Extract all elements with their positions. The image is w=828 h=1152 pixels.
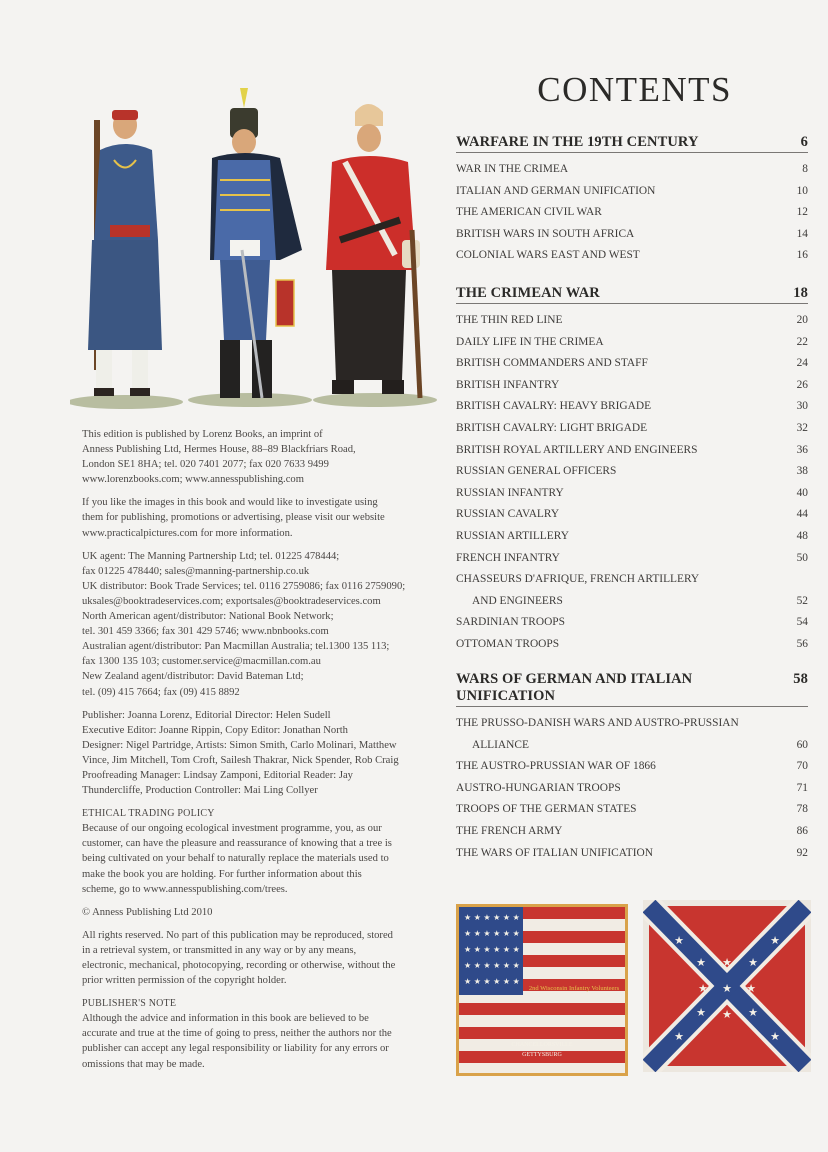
toc-entry[interactable] xyxy=(456,735,808,757)
agent-line: UK distributor: Book Trade Services; tel. 0116 2759086; fax 0116 2759090; xyxy=(82,580,406,592)
toc-entry-page: 60 xyxy=(796,738,808,751)
flag-regiment-label: 2nd Wisconsin Infantry Volunteers xyxy=(528,985,620,992)
rights-line: electronic, mechanical, photocopying, recording or otherwise, without the xyxy=(82,960,396,971)
note-line: Although the advice and information in this book are believed to be xyxy=(82,1013,369,1025)
toc-entry[interactable] xyxy=(456,612,808,634)
toc-entry-title: RUSSIAN GENERAL OFFICERS xyxy=(456,465,617,478)
agent-line: fax 01225 478440; sales@manning-partnership.co.uk xyxy=(82,565,310,577)
confederate-battle-flag xyxy=(643,900,811,1072)
ethical-line: customer, can have the pleasure and reassurance of knowing that a tree is xyxy=(82,838,392,850)
imprint-block xyxy=(82,419,442,1080)
toc-entry[interactable] xyxy=(456,799,808,821)
rights-line: All rights reserved. No part of this publication may be reproduced, stored xyxy=(82,929,393,941)
edition-line: www.lorenzbooks.com; www.annesspublishing.com xyxy=(82,474,304,486)
images-line: If you like the images in this book and would like to investigate using xyxy=(82,497,378,509)
toc-entry-title: THE AMERICAN CIVIL WAR xyxy=(456,206,602,219)
toc-heading-title: WARS OF GERMAN AND ITALIAN UNIFICATION xyxy=(456,671,693,704)
toc-section-heading[interactable] xyxy=(456,671,808,707)
svg-text:★: ★ xyxy=(746,982,756,995)
toc-entry-title: RUSSIAN INFANTRY xyxy=(456,486,564,499)
ethical-line: Because of our ongoing ecological investment programme, you, as our xyxy=(82,823,382,835)
agent-line: tel. (09) 415 7664; fax (09) 415 8892 xyxy=(82,686,240,698)
toc-entry-title: FRENCH INFANTRY xyxy=(456,551,560,564)
edition-line: London SE1 8HA; tel. 020 7401 2077; fax 020 7633 9499 xyxy=(82,459,329,471)
toc-entry-title: AND ENGINEERS xyxy=(472,594,563,607)
toc-entry[interactable] xyxy=(456,224,808,246)
svg-text:★: ★ xyxy=(770,934,780,947)
svg-text:★: ★ xyxy=(696,956,706,969)
toc-entry[interactable] xyxy=(456,245,808,267)
toc-entry-page: 86 xyxy=(796,824,808,837)
toc-entry-title: THE AUSTRO-PRUSSIAN WAR OF 1866 xyxy=(456,760,656,773)
toc-entry-title: ALLIANCE xyxy=(472,738,529,751)
toc-entry-page: 32 xyxy=(796,421,808,434)
note-line: publisher can accept any legal responsibility or liability for any errors or xyxy=(82,1043,389,1055)
toc-entry-title: COLONIAL WARS EAST AND WEST xyxy=(456,249,640,262)
toc-entry-title: THE PRUSSO-DANISH WARS AND AUSTRO-PRUSSIAN xyxy=(456,717,739,729)
svg-text:★: ★ xyxy=(696,1006,706,1019)
toc-entry-title: BRITISH INFANTRY xyxy=(456,378,560,391)
toc-entry-page: 16 xyxy=(796,249,808,262)
note-heading: PUBLISHER'S NOTE xyxy=(82,998,177,1010)
toc-heading-page: 18 xyxy=(793,285,808,301)
toc-entry[interactable] xyxy=(456,756,808,778)
agent-line: North American agent/distributor: National Book Network; xyxy=(82,611,334,623)
soldiers-illustration xyxy=(70,80,450,415)
toc-entry-page: 40 xyxy=(796,486,808,499)
credit-line: Executive Editor: Joanne Rippin, Copy Editor: Jonathan North xyxy=(82,724,348,736)
svg-text:★: ★ xyxy=(674,934,684,947)
toc-section-unification xyxy=(456,671,808,864)
svg-text:★: ★ xyxy=(722,956,732,969)
toc-entry[interactable] xyxy=(456,375,808,397)
toc-entry-page: 92 xyxy=(796,846,808,859)
toc-entry[interactable] xyxy=(456,821,808,843)
toc-entry[interactable] xyxy=(456,504,808,526)
toc-entry-title: BRITISH CAVALRY: LIGHT BRIGADE xyxy=(456,421,648,434)
toc-heading-page: 58 xyxy=(793,671,808,687)
toc-entry-title: AUSTRO-HUNGARIAN TROOPS xyxy=(456,781,621,794)
toc-entry-title: TROOPS OF THE GERMAN STATES xyxy=(456,803,637,816)
toc-entry-page: 71 xyxy=(796,781,808,794)
images-line: www.practicalpictures.com for more information. xyxy=(82,527,293,539)
ethical-heading: ETHICAL TRADING POLICY xyxy=(82,808,215,820)
svg-text:★ ★ ★ ★ ★ ★: ★ ★ ★ ★ ★ ★ xyxy=(464,977,520,986)
toc-entry-title: RUSSIAN CAVALRY xyxy=(456,508,560,521)
contents-title: CONTENTS xyxy=(537,70,732,109)
toc-entry[interactable] xyxy=(456,332,808,354)
toc-entry[interactable] xyxy=(456,202,808,224)
toc-entry[interactable] xyxy=(456,634,808,656)
toc-entry-page: 78 xyxy=(796,803,808,816)
ethical-line: make the book you are holding. For further information about this xyxy=(82,868,362,880)
ethical-line: scheme, go to www.annesspublishing.com/trees. xyxy=(82,883,288,895)
hussar-soldier xyxy=(210,88,302,398)
toc-entry-page: 70 xyxy=(796,760,808,773)
toc-entry[interactable] xyxy=(456,310,808,332)
credit-line: Thundercliffe, Production Controller: Mai Ling Collyer xyxy=(82,785,318,797)
flag-battle-honour: GETTYSBURG xyxy=(522,1052,562,1058)
toc-entry-page: 8 xyxy=(802,163,808,175)
toc-entry-title: WAR IN THE CRIMEA xyxy=(456,163,569,175)
agent-line: tel. 301 459 3366; fax 301 429 5746; www.nbnbooks.com xyxy=(82,626,329,638)
toc-heading-title: THE CRIMEAN WAR xyxy=(456,285,600,301)
toc-entry-title: OTTOMAN TROOPS xyxy=(456,637,560,650)
toc-entry-title: THE FRENCH ARMY xyxy=(456,824,563,837)
credit-line: Designer: Nigel Partridge, Artists: Simon Smith, Carlo Molinari, Matthew xyxy=(82,739,397,751)
copyright-line: © Anness Publishing Ltd 2010 xyxy=(82,906,213,918)
zouave-soldier xyxy=(88,110,162,396)
credit-line: Proofreading Manager: Lindsay Zamponi, Editorial Reader: Jay xyxy=(82,769,353,781)
toc-section-crimean-war xyxy=(456,285,808,656)
toc-section-heading[interactable] xyxy=(456,134,808,153)
note-line: omissions that may be made. xyxy=(82,1058,205,1070)
toc-entry[interactable] xyxy=(456,418,808,440)
toc-entry-title: SARDINIAN TROOPS xyxy=(456,616,565,629)
toc-entry-page: 22 xyxy=(796,335,808,348)
toc-entry[interactable] xyxy=(456,843,808,865)
agent-line: fax 1300 135 103; customer.service@macmillan.com.au xyxy=(82,656,321,668)
british-infantry-soldier xyxy=(326,104,420,398)
toc-heading-page: 6 xyxy=(800,134,808,150)
edition-line: Anness Publishing Ltd, Hermes House, 88–89 Blackfriars Road, xyxy=(82,444,356,456)
ethical-line: being cultivated on your behalf to naturally replace the materials used to xyxy=(82,853,389,865)
agent-line: UK agent: The Manning Partnership Ltd; tel. 01225 478444; xyxy=(82,550,340,562)
toc-section-heading[interactable] xyxy=(456,285,808,304)
toc-entry-page: 26 xyxy=(796,378,808,391)
toc-entry-page: 50 xyxy=(796,551,808,564)
edition-line: This edition is published by Lorenz Books, an imprint of xyxy=(82,429,323,440)
toc-entry-title: DAILY LIFE IN THE CRIMEA xyxy=(456,335,604,348)
toc-entry[interactable] xyxy=(456,526,808,548)
toc-entry-title: THE THIN RED LINE xyxy=(456,314,563,326)
toc-entry[interactable] xyxy=(456,181,808,203)
union-regimental-flag xyxy=(456,904,628,1076)
agent-line: uksales@booktradeservices.com; exportsales@booktradeservices.com xyxy=(82,595,381,607)
toc-entry[interactable] xyxy=(456,591,808,613)
toc-entry-page: 38 xyxy=(796,465,808,478)
toc-heading-title: WARFARE IN THE 19TH CENTURY xyxy=(456,134,699,150)
toc-entry-page: 36 xyxy=(796,443,808,456)
toc-entry[interactable] xyxy=(456,353,808,375)
toc-entry[interactable] xyxy=(456,548,808,570)
toc-entry[interactable] xyxy=(456,713,808,735)
toc-entry-title: ITALIAN AND GERMAN UNIFICATION xyxy=(456,184,656,197)
svg-text:★: ★ xyxy=(748,1006,758,1019)
toc-entry-page: 48 xyxy=(796,529,808,542)
credit-line: Vince, Jim Mitchell, Tom Croft, Sailesh Thakrar, Nick Spender, Rob Craig xyxy=(82,754,399,766)
toc-entry-title: BRITISH COMMANDERS AND STAFF xyxy=(456,357,648,370)
toc-section-warfare xyxy=(456,134,808,267)
toc-entry[interactable] xyxy=(456,778,808,800)
svg-text:★: ★ xyxy=(748,956,758,969)
note-line: accurate and true at the time of going to press, neither the authors nor the xyxy=(82,1028,392,1040)
svg-text:★ ★ ★ ★ ★ ★: ★ ★ ★ ★ ★ ★ xyxy=(464,945,520,954)
toc-entry[interactable] xyxy=(456,483,808,505)
credit-line: Publisher: Joanna Lorenz, Editorial Director: Helen Sudell xyxy=(82,709,331,721)
toc-entry-page: 44 xyxy=(796,508,808,521)
agent-line: New Zealand agent/distributor: David Bateman Ltd; xyxy=(82,671,304,683)
svg-text:★: ★ xyxy=(722,1008,732,1021)
svg-text:★: ★ xyxy=(674,1030,684,1043)
rights-line: in a retrieval system, or transmitted in any way or by any means, xyxy=(82,944,357,956)
toc-entry-title: CHASSEURS D'AFRIQUE, FRENCH ARTILLERY xyxy=(456,573,700,586)
toc-entry-page: 30 xyxy=(796,400,808,413)
svg-text:★: ★ xyxy=(722,982,732,995)
agent-line: Australian agent/distributor: Pan Macmillan Australia; tel.1300 135 113; xyxy=(82,641,390,653)
toc-entry-page: 24 xyxy=(796,357,808,370)
svg-text:★ ★ ★ ★ ★ ★: ★ ★ ★ ★ ★ ★ xyxy=(464,961,520,970)
toc-entry[interactable] xyxy=(456,396,808,418)
toc-entry-title: THE WARS OF ITALIAN UNIFICATION xyxy=(456,846,653,859)
toc-entry-page: 10 xyxy=(796,184,808,197)
svg-text:★ ★ ★ ★ ★ ★: ★ ★ ★ ★ ★ ★ xyxy=(464,929,520,938)
toc-entry-title: BRITISH ROYAL ARTILLERY AND ENGINEERS xyxy=(456,443,698,456)
toc-entry-page: 14 xyxy=(796,227,808,240)
flag-battle-honour: CHANCELLORSVILLE xyxy=(511,1042,573,1048)
toc-entry-page: 52 xyxy=(796,594,808,607)
images-line: them for publishing, promotions or advertising, please visit our website xyxy=(82,512,385,524)
svg-text:★: ★ xyxy=(770,1030,780,1043)
toc-entry-page: 12 xyxy=(796,206,808,219)
toc-entry[interactable] xyxy=(456,461,808,483)
toc-entry-page: 54 xyxy=(796,616,808,629)
toc-entry-page: 20 xyxy=(796,314,808,326)
toc-entry-title: BRITISH CAVALRY: HEAVY BRIGADE xyxy=(456,400,652,413)
toc-entry-title: BRITISH WARS IN SOUTH AFRICA xyxy=(456,227,635,240)
rights-line: prior written permission of the copyright holder. xyxy=(82,975,287,987)
svg-text:★: ★ xyxy=(698,982,708,995)
toc-entry[interactable] xyxy=(456,569,808,591)
toc-entry[interactable] xyxy=(456,159,808,181)
svg-text:★ ★ ★ ★ ★ ★: ★ ★ ★ ★ ★ ★ xyxy=(464,913,520,922)
toc-entry[interactable] xyxy=(456,440,808,462)
toc-entry-page: 56 xyxy=(796,637,808,650)
toc-entry-title: RUSSIAN ARTILLERY xyxy=(456,529,569,542)
